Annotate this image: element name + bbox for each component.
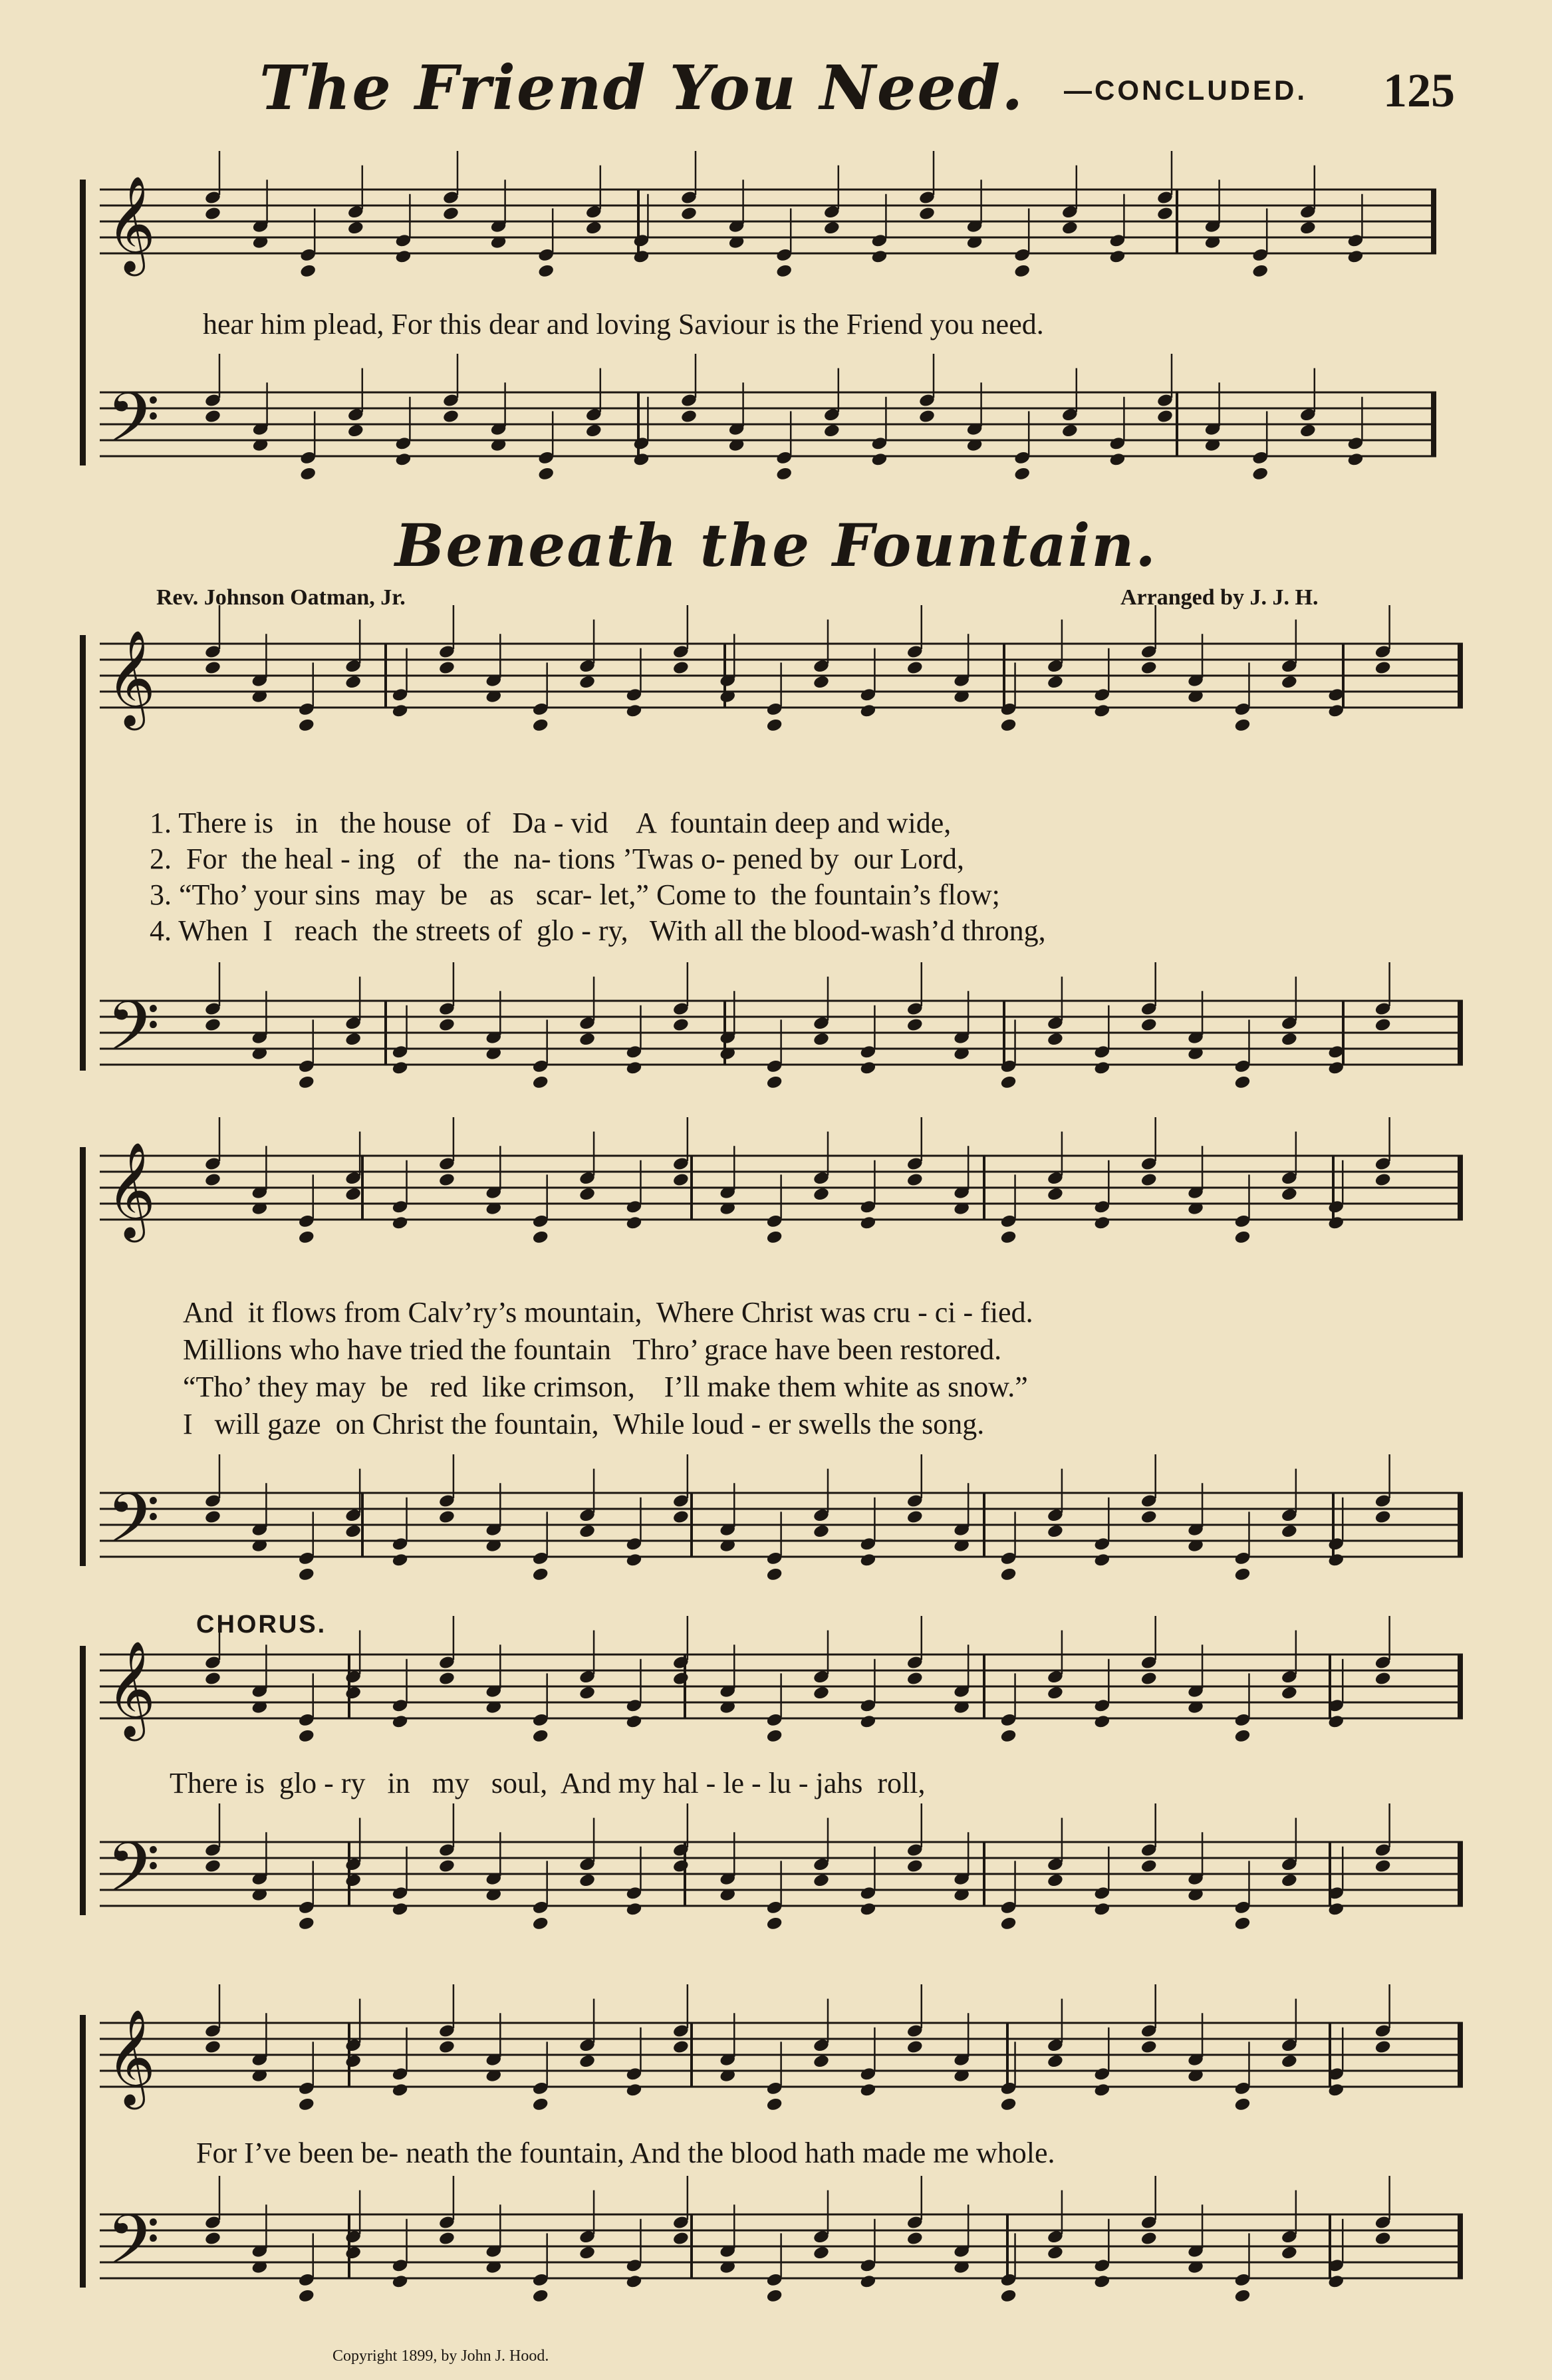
verse-line: 1. There is in the house of Da - vid A fountain deep and wide, [150, 807, 952, 839]
copyright-notice: Copyright 1899, by John J. Hood. [332, 2347, 549, 2365]
previous-song-lyric: hear him plead, For this dear and loving Saviour is the Friend you need. [203, 308, 1044, 340]
svg-text:𝄞: 𝄞 [106, 2009, 156, 2105]
author-credit: Rev. Johnson Oatman, Jr. [156, 585, 406, 610]
system-brace [80, 2015, 86, 2288]
svg-text:𝄢: 𝄢 [106, 1479, 160, 1575]
verse-line: I will gaze on Christ the fountain, While loud - er swells the song. [183, 1408, 985, 1440]
chorus-lyric: For I’ve been be- neath the fountain, And the blood hath made me whole. [196, 2137, 1055, 2169]
svg-text:𝄞: 𝄞 [106, 1641, 156, 1737]
svg-text:𝄢: 𝄢 [106, 1828, 160, 1924]
song-title: Beneath the Fountain. [395, 511, 1157, 580]
chorus-label: CHORUS. [196, 1611, 327, 1639]
svg-text:𝄢: 𝄢 [106, 2200, 160, 2297]
bass-staff [100, 2176, 1463, 2304]
verse-line: “Tho’ they may be red like crimson, I’ll make them white as snow.” [183, 1371, 1028, 1403]
treble-staff [100, 1984, 1463, 2112]
svg-text:𝄢: 𝄢 [106, 987, 160, 1083]
verse-line: Millions who have tried the fountain Thro’ grace have been restored. [183, 1333, 1002, 1366]
treble-staff [100, 605, 1463, 733]
verse-line: 2. For the heal - ing of the na- tions ’Twas o- pened by our Lord, [150, 843, 964, 875]
svg-text:𝄢: 𝄢 [106, 378, 160, 475]
verse-line: And it flows from Calv’ry’s mountain, Where Christ was cru - ci - fied. [183, 1296, 1033, 1329]
system-brace [80, 1646, 86, 1915]
system-brace [80, 635, 86, 1071]
continued-note: —CONCLUDED. [1064, 74, 1307, 106]
bass-staff [100, 1803, 1463, 1931]
treble-staff [100, 1117, 1463, 1245]
system-brace [80, 1147, 86, 1566]
continued-song-title: The Friend You Need. [259, 52, 1025, 124]
system-brace [80, 180, 86, 465]
treble-staff [100, 151, 1436, 279]
bass-staff [100, 962, 1463, 1090]
svg-text:𝄞: 𝄞 [106, 630, 156, 726]
bass-staff [100, 354, 1436, 481]
verse-line: 3. “Tho’ your sins may be as scar- let,” Come to the fountain’s flow; [150, 878, 1000, 911]
bass-staff [100, 1454, 1463, 1582]
chorus-lyric: There is glo - ry in my soul, And my hal - le - lu - jahs roll, [170, 1767, 926, 1799]
svg-text:𝄞: 𝄞 [106, 1142, 156, 1238]
arranger-credit: Arranged by J. J. H. [1120, 585, 1319, 610]
page-number: 125 [1383, 64, 1455, 117]
svg-text:𝄞: 𝄞 [106, 176, 156, 272]
verse-line: 4. When I reach the streets of glo - ry, With all the blood-wash’d throng, [150, 914, 1046, 947]
